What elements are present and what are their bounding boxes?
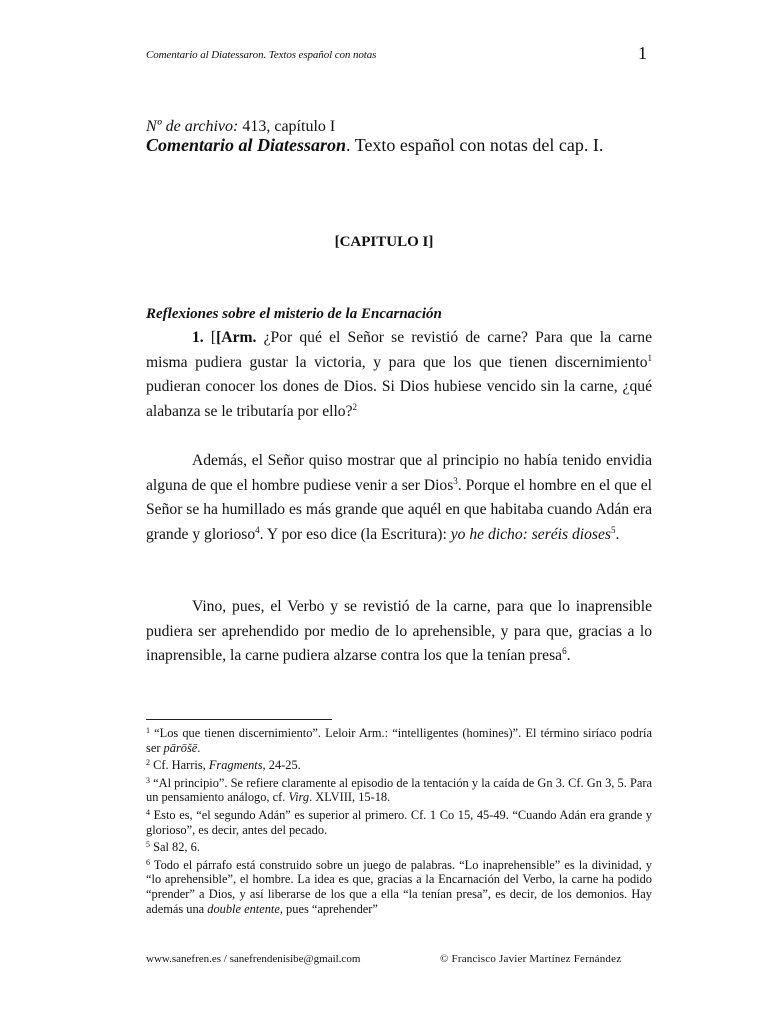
footnote-number: 4	[146, 807, 150, 817]
footer-contact: www.sanefren.es / sanefrendenisibe@gmail.com	[146, 953, 361, 965]
footnote-6	[146, 858, 652, 916]
footnotes	[146, 726, 652, 919]
title-main: Comentario al Diatessaron	[146, 135, 347, 155]
paragraph-number: 1.	[192, 329, 204, 346]
footnote-text: “Al principio”. Se refiere claramente al episodio de la tentación y la caída de Gn 3. Cf. Gn 3, 5. Para un pensamiento análogo, cf.	[146, 775, 652, 805]
footnote-separator	[146, 719, 332, 720]
text-run: Vino, pues, el Verbo y se revistió de la carne, para que lo inaprensible pudiera ser aprehendido por medio de lo aprehensible, y para que, gracias a lo inaprensible, la carne pudiera alzarse contra los que la tenían presa	[146, 598, 652, 664]
footnote-ref: 1	[647, 352, 652, 363]
archive-label: Nº de archivo:	[146, 118, 239, 135]
footnote-ref: 4	[255, 524, 260, 535]
text-run: .	[615, 525, 620, 543]
page-number: 1	[638, 43, 647, 63]
footnote-1	[146, 726, 652, 755]
text-run: . Y por eso dice (la Escritura):	[259, 525, 451, 543]
footnote-number: 1	[146, 726, 150, 735]
footnote-3	[146, 776, 652, 805]
archive-line	[146, 118, 335, 136]
scripture-quote: yo he dicho: seréis dioses	[450, 525, 611, 543]
title-rest: . Texto español con notas del cap. I.	[346, 135, 604, 155]
footnote-number: 6	[146, 857, 150, 867]
footnote-ref: 5	[610, 524, 616, 535]
text-run: .	[566, 647, 571, 664]
footnote-number: 5	[146, 840, 150, 850]
footnote-5	[146, 840, 652, 855]
text-run: . Porque el hombre en el que el Señor se ha humillado es más grande que aquél en que habitaba cuando Adán era grande y glorioso	[146, 476, 653, 543]
footnote-text: Todo el párrafo está construido sobre un juego de palabras. “Lo inaprehensible” es la divinidad, y “lo aprehensible”, el hombre. La idea es que, gracias a la Encarnación del Verbo, la carne ha podido “prender” a Dios, y así liberarse de los que a ella “la tenían presa”, es decir, de los demonios. Hay además una	[146, 857, 652, 916]
footnote-text: . XLVIII, 15-18.	[309, 790, 391, 805]
section-title: Reflexiones sobre el misterio de la Encarnación	[146, 306, 442, 322]
paragraph-2	[146, 449, 652, 547]
footnote-number: 2	[146, 758, 150, 768]
footnote-ref: 2	[352, 401, 358, 412]
text-run: Además, el Señor quiso mostrar que al principio no había tenido envidia alguna de que el hombre pudiese venir a ser Dios	[146, 452, 652, 494]
footnote-text: .	[197, 740, 201, 755]
footnote-text: , pues “aprehender”	[279, 901, 378, 916]
footnote-ref: 3	[453, 475, 458, 486]
archive-value: 413, capítulo I	[238, 118, 336, 135]
footnote-ref: 6	[562, 646, 567, 656]
document-title	[146, 135, 603, 156]
footnote-text: Sal 82, 6.	[150, 840, 200, 855]
paragraph-1: 1. [[Arm. ¿Por qué el Señor se revistió de carne? Para que la carne misma pudiera gustar la victoria, y para que los que tienen discernimiento$^1$ pudieran conocer los dones de Dios. Si Dios hubiese vencido sin la carne, ¿qué alabanza se le tributaría por ello?$^2$	[146, 329, 652, 420]
paragraph-3	[146, 595, 652, 669]
footnote-2	[146, 758, 652, 773]
chapter-heading: [CAPITULO I]	[334, 234, 434, 250]
arm-tag: [Arm.	[216, 329, 257, 346]
footnote-italic: pārōšē	[163, 740, 198, 755]
footnote-text: , 24-25.	[262, 758, 301, 773]
footer-copyright: © Francisco Javier Martínez Fernández	[440, 953, 622, 965]
footnote-number: 3	[146, 775, 150, 785]
footnote-italic: Virg	[288, 790, 310, 805]
footnote-4	[146, 808, 652, 837]
footnote-text: Cf. Harris,	[150, 758, 209, 773]
running-header: Comentario al Diatessaron. Textos español con notas	[146, 49, 377, 61]
text-run: pudieran conocer los dones de Dios. Si Dios hubiese vencido sin la carne, ¿qué alabanza se le tributaría por ello?	[146, 378, 652, 420]
text-run: ¿Por qué el Señor se revistió de carne? Para que la carne misma pudiera gustar la victoria, y para que los que tienen discernimiento	[146, 329, 652, 371]
footnote-italic: Fragments	[208, 758, 263, 773]
footnote-italic: double entente	[207, 901, 280, 916]
footnote-text: “Los que tienen discernimiento”. Leloir Arm.: “intelligentes (homines)”. El término siríaco podría ser	[146, 726, 652, 755]
footnote-text: Esto es, “el segundo Adán” es superior al primero. Cf. 1 Co 15, 45-49. “Cuando Adán era grande y glorioso”, es decir, antes del pecado.	[146, 807, 652, 837]
